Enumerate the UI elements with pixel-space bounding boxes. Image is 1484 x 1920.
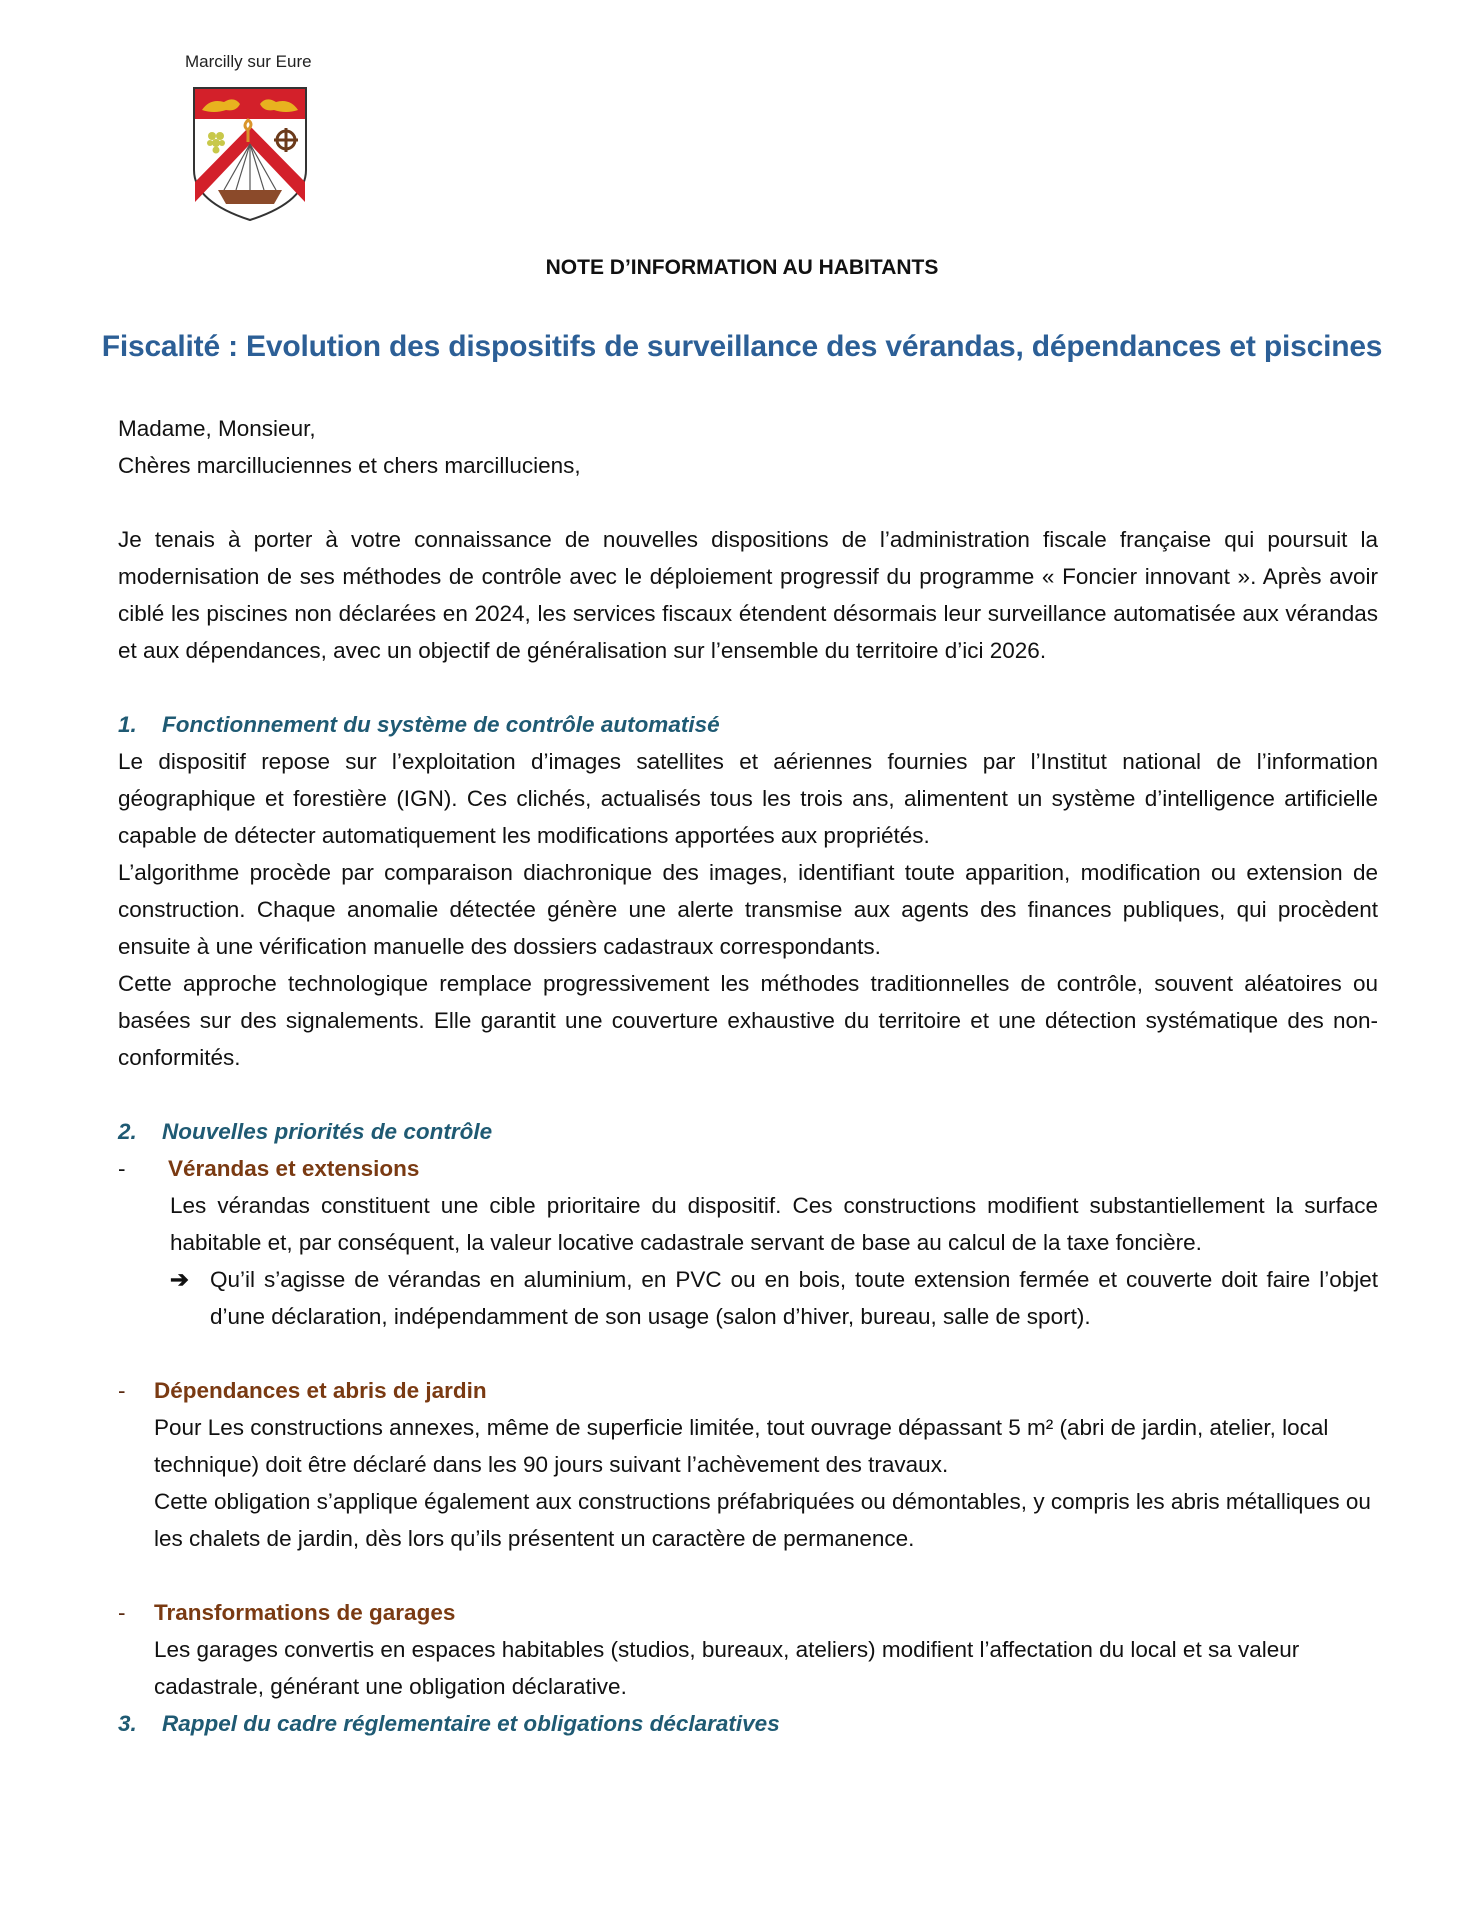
intro-paragraph: Je tenais à porter à votre connaissance de nouvelles dispositions de l’administration fiscale française qui poursuit la modernisation de ses méthodes de contrôle avec le déploiement progressif du programme « Foncier innovant ». Après avoir ciblé les piscines non déclarées en 2024, les services fiscaux étendent désormais leur surveillance automatisée aux vérandas et aux dépendances, avec un objectif de généralisation sur l’ensemble du territoire d’ici 2026. bbox=[118, 527, 1378, 663]
section-3-heading bbox=[118, 1705, 1378, 1742]
section-number: 3. bbox=[118, 1711, 137, 1736]
salutation-line-2: Chères marcilluciennes et chers marcilluciens, bbox=[118, 453, 581, 478]
verandas-paragraph: Les vérandas constituent une cible prioritaire du dispositif. Ces constructions modifient substantiellement la surface habitable et, par conséquent, la valeur locative cadastrale servant de base au calcul de la taxe foncière. bbox=[170, 1193, 1378, 1255]
salutation-line-1: Madame, Monsieur, bbox=[118, 416, 316, 441]
subsection-title: Vérandas et extensions bbox=[168, 1156, 420, 1181]
dash-bullet: - bbox=[118, 1600, 126, 1625]
section-2-heading bbox=[118, 1113, 1378, 1150]
note-title: NOTE D’INFORMATION AU HABITANTS bbox=[545, 256, 939, 279]
dash-bullet: - bbox=[118, 1156, 126, 1181]
dash-bullet: - bbox=[118, 1378, 126, 1403]
dependances-paragraph-1: Pour Les constructions annexes, même de superficie limitée, tout ouvrage dépassant 5 m² (abri de jardin, atelier, local technique) doit être déclaré dans les 90 jours suivant l’achèvement des travaux. bbox=[154, 1415, 1329, 1477]
subsection-heading-verandas bbox=[118, 1150, 1378, 1187]
section-1-paragraph: L’algorithme procède par comparaison diachronique des images, identifiant toute apparition, modification ou extension de construction. Chaque anomalie détectée génère une alerte transmise aux agents des finances publiques, qui procèdent ensuite à une vérification manuelle des dossiers cadastraux correspondants. bbox=[118, 860, 1378, 959]
garages-paragraph: Les garages convertis en espaces habitables (studios, bureaux, ateliers) modifient l’affectation du local et sa valeur cadastrale, générant une obligation déclarative. bbox=[154, 1637, 1300, 1699]
arrow-bullet-item bbox=[118, 1261, 1378, 1335]
main-title: Fiscalité : Evolution des dispositifs de surveillance des vérandas, dépendances et piscines bbox=[101, 330, 1383, 363]
subsection-title: Transformations de garages bbox=[154, 1600, 456, 1625]
section-1-paragraph: Cette approche technologique remplace progressivement les méthodes traditionnelles de contrôle, souvent aléatoires ou basées sur des signalements. Elle garantit une couverture exhaustive du territoire et une détection systématique des non-conformités. bbox=[118, 971, 1378, 1070]
section-1-heading bbox=[118, 706, 1378, 743]
section-title: Nouvelles priorités de contrôle bbox=[162, 1119, 493, 1144]
section-title: Fonctionnement du système de contrôle automatisé bbox=[162, 712, 720, 737]
section-1-paragraph: Le dispositif repose sur l’exploitation d’images satellites et aériennes fournies par l’Institut national de l’information géographique et forestière (IGN). Ces clichés, actualisés tous les trois ans, alimentent un système d’intelligence artificielle capable de détecter automatiquement les modifications apportées aux propriétés. bbox=[118, 749, 1378, 848]
subsection-heading-garages bbox=[118, 1594, 1378, 1631]
arrow-bullet-text: Qu’il s’agisse de vérandas en aluminium, en PVC ou en bois, toute extension fermée et couverte doit faire l’objet d’une déclaration, indépendamment de son usage (salon d’hiver, bureau, salle de sport). bbox=[210, 1267, 1378, 1329]
dependances-paragraph-2: Cette obligation s’applique également aux constructions préfabriquées ou démontables, y compris les abris métalliques ou les chalets de jardin, dès lors qu’ils présentent un caractère de permanence. bbox=[154, 1489, 1371, 1551]
coat-of-arms-icon bbox=[190, 84, 310, 224]
document-body bbox=[118, 410, 1378, 1742]
subsection-heading-dependances bbox=[118, 1372, 1378, 1409]
subsection-title: Dépendances et abris de jardin bbox=[154, 1378, 487, 1403]
section-title: Rappel du cadre réglementaire et obligations déclaratives bbox=[162, 1711, 780, 1736]
arrow-right-icon: ➔ bbox=[170, 1267, 189, 1292]
section-number: 1. bbox=[118, 712, 137, 737]
commune-name: Marcilly sur Eure bbox=[185, 52, 312, 71]
section-number: 2. bbox=[118, 1119, 137, 1144]
